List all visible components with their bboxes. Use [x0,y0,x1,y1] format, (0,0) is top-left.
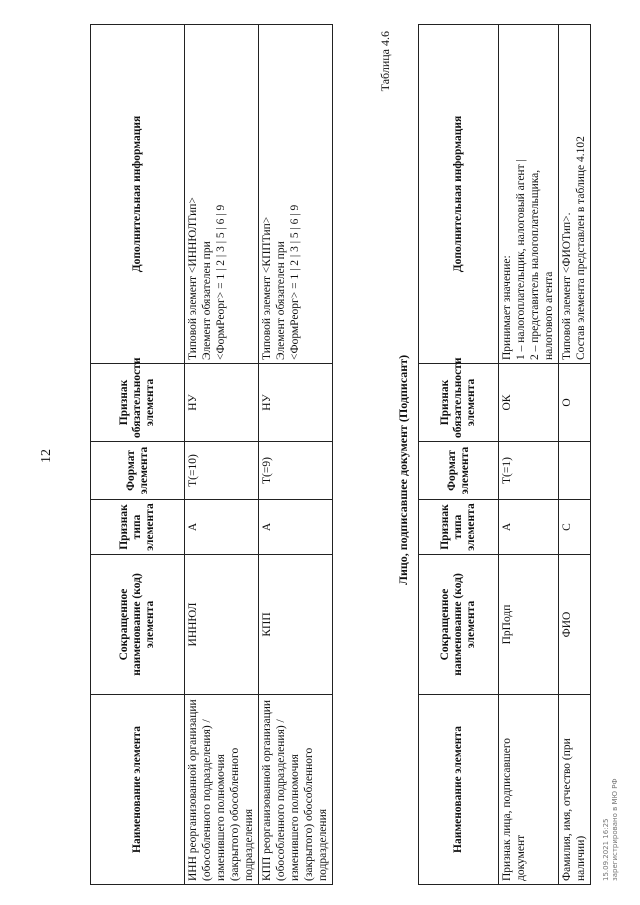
table-2-title: Лицо, подписавшее документ (Подписант) [396,354,410,585]
header-cell: Наименование элемента [419,695,499,885]
table-2 [418,24,591,885]
info-line: Элемент обязателен при [201,241,213,360]
table-2-label: Таблица 4.6 [378,31,392,92]
element-format: Т(=9) [259,442,333,500]
element-type: А [259,500,333,555]
element-name: Признак лица, подписавшего документ [499,695,559,885]
element-required: ОК [499,364,559,442]
info-line: <ФормРеорг> = 1 | 2 | 3 | 5 | 6 | 9 [289,204,301,360]
element-name: ИНН реорганизованной организации (обособленного подразделения) / изменившего полномочия (закрытого) обособленного подразделения [185,695,259,885]
element-type: А [499,500,559,555]
table-1 [90,24,333,885]
table-row [185,25,259,885]
header-cell: Признак обязательности элемента [91,364,185,442]
header-cell: Признак типа элемента [91,500,185,555]
header-cell: Формат элемента [91,442,185,500]
header-cell: Сокращенное наименование (код) элемента [419,555,499,695]
element-code: ФИО [559,555,591,695]
element-name: КПП реорганизованной организации (обособленного подразделения) / изменившего полномочия (закрытого) обособленного подразделения [259,695,333,885]
info-line: налогового агента [543,271,555,360]
element-type: С [559,500,591,555]
element-required: НУ [259,364,333,442]
element-format: Т(=10) [185,442,259,500]
info-line: Типовой элемент <ИННЮЛТип> [187,197,199,360]
element-info [259,25,333,364]
info-line: 1 – налогоплательщик, налоговый агент | [515,159,527,360]
table-2-header [419,25,499,885]
element-info [559,25,591,364]
stamp-line: 15.09.2021 16:25 [602,818,610,881]
info-line: Принимает значение: [501,255,513,360]
header-cell: Признак типа элемента [419,500,499,555]
header-cell: Дополнительная информация [419,25,499,364]
stamp-line: зарегистрировано в МЮ РФ [611,778,619,881]
info-line: Типовой элемент <КППТип> [261,216,273,360]
element-info [499,25,559,364]
info-line: 2 – представитель налогоплательщика, [529,169,541,360]
element-name: Фамилия, имя, отчество (при наличии) [559,695,591,885]
element-format: Т(=1) [499,442,559,500]
header-cell: Дополнительная информация [91,25,185,364]
element-required: НУ [185,364,259,442]
element-format [559,442,591,500]
table-row [259,25,333,885]
element-code: КПП [259,555,333,695]
page-number: 12 [39,449,54,463]
info-line: <ФормРеорг> = 1 | 2 | 3 | 5 | 6 | 9 [215,204,227,360]
registration-stamp [602,778,620,881]
info-line: Состав элемента представлен в таблице 4.102 [575,136,587,360]
info-line: Типовой элемент <ФИОТип>. [561,212,573,360]
element-required: О [559,364,591,442]
table-row [499,25,559,885]
table-1-header [91,25,185,885]
header-cell: Сокращенное наименование (код) элемента [91,555,185,695]
element-info [185,25,259,364]
element-code: ИННЮЛ [185,555,259,695]
rotated-content [90,25,630,885]
table-row [559,25,591,885]
header-cell: Формат элемента [419,442,499,500]
info-line: Элемент обязателен при [275,241,287,360]
header-cell: Признак обязательности элемента [419,364,499,442]
element-type: А [185,500,259,555]
header-cell: Наименование элемента [91,695,185,885]
element-code: ПрПодп [499,555,559,695]
